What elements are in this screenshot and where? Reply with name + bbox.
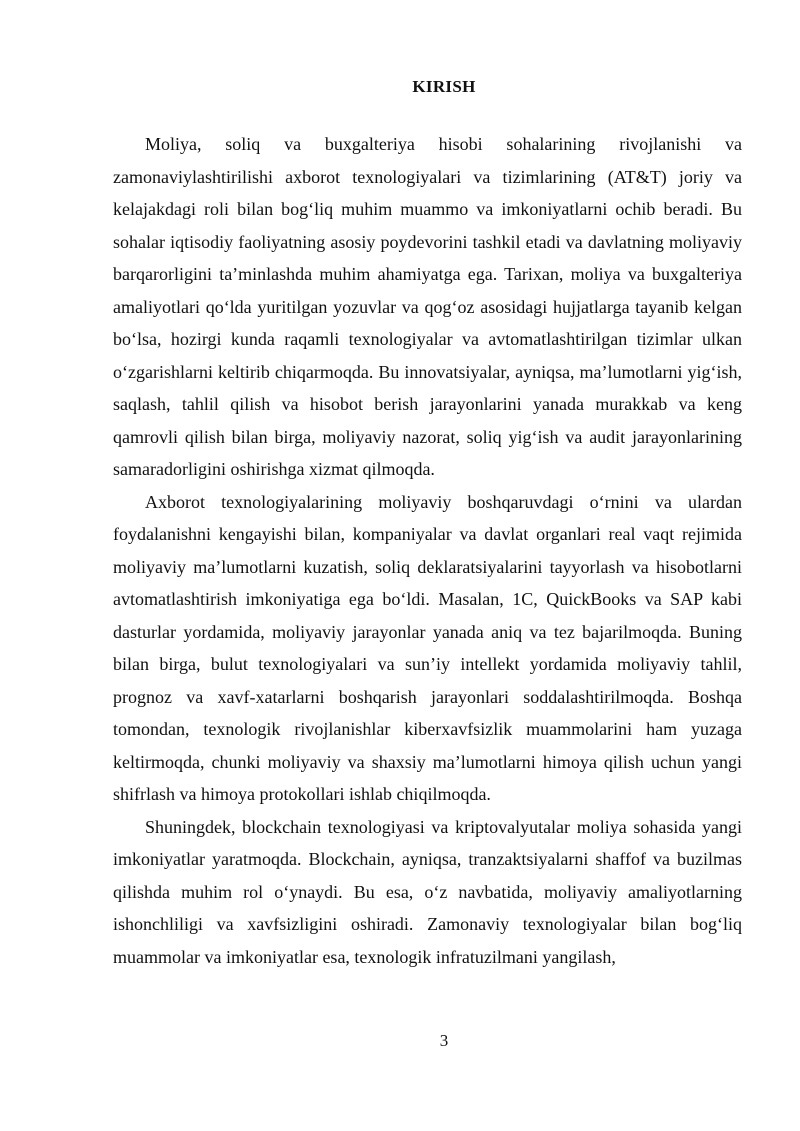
paragraph-2: Axborot texnologiyalarining moliyaviy boshqaruvdagi o‘rnini va ulardan foydalanishni kengayishi bilan, kompaniyalar va davlat organlari real vaqt rejimida moliyaviy ma’lumotlarni kuzatish, soliq deklaratsiyalarini tayyorlash va hisobotlarni avtomatlashtirish imkoniyatiga ega bo‘ldi. Masalan, 1C, QuickBooks va SAP kabi dasturlar yordamida, moliyaviy jarayonlar yanada aniq va tez bajarilmoqda. Buning bilan birga, bulut texnologiyalari va sun’iy intellekt yordamida moliyaviy tahlil, prognoz va xavf-xatarlarni boshqarish jarayonlari soddalashtirilmoqda. Boshqa tomondan, texnologik rivojlanishlar kiberxavfsizlik muammolarini ham yuzaga keltirmoqda, chunki moliyaviy va shaxsiy ma’lumotlarni himoya qilish uchun yangi shifrlash va himoya protokollari ishlab chiqilmoqda.	[113, 491, 742, 804]
paragraph-1: Moliya, soliq va buxgalteriya hisobi sohalarining rivojlanishi va zamonaviylashtirilishi axborot texnologiyalari va tizimlarining (AT&T) joriy va kelajakdagi roli bilan bog‘liq muhim muammo va imkoniyatlarni ochib beradi. Bu sohalar iqtisodiy faoliyatning asosiy poydevorini tashkil etadi va davlatning moliyaviy barqarorligini ta’minlashda muhim ahamiyatga ega. Tarixan, moliya va buxgalteriya amaliyotlari qo‘lda yuritilgan yozuvlar va qog‘oz asosidagi hujjatlarga tayanib kelgan bo‘lsa, hozirgi kunda raqamli texnologiyalar va avtomatlashtirilgan tizimlar ulkan o‘zgarishlarni keltirib chiqarmoqda. Bu innovatsiyalar, ayniqsa, ma’lumotlarni yig‘ish, saqlash, tahlil qilish va hisobot berish jarayonlarini yanada murakkab va keng qamrovli qilish bilan birga, moliyaviy nazorat, soliq yig‘ish va audit jarayonlarining samaradorligini oshirishga xizmat qilmoqda.	[113, 134, 742, 479]
section-title: KIRISH	[412, 77, 476, 96]
page-number: 3	[439, 1031, 449, 1050]
paragraph-3: Shuningdek, blockchain texnologiyasi va kriptovalyutalar moliya sohasida yangi imkoniyatlar yaratmoqda. Blockchain, ayniqsa, tranzaktsiyalarni shaffof va buzilmas qilishda muhim rol o‘ynaydi. Bu esa, o‘z navbatida, moliyaviy amaliyotlarning ishonchliligi va xavfsizligini oshiradi. Zamonaviy texnologiyalar bilan bog‘liq muammolar va imkoniyatlar esa, texnologik infratuzilmani yangilash,	[113, 816, 742, 967]
body-text	[113, 128, 742, 973]
